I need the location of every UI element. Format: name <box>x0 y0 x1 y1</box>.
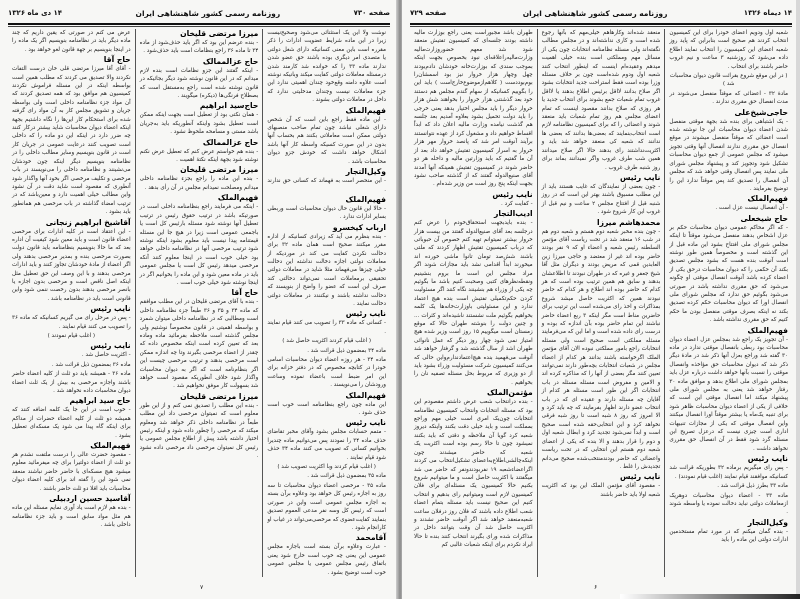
speaker-name: میرزا مرتضی قلیخان <box>180 165 259 175</box>
header-rule-thin <box>410 26 792 27</box>
column <box>263 29 390 577</box>
speaker-name: وکیل‌التجار <box>747 517 788 527</box>
scan-edge-shadow <box>620 594 800 599</box>
speaker-name: آقاسید حسین اردبیلی <box>49 494 131 504</box>
paragraph: - بنده بنظرم می آید که زیرادی کسانیکه از اداره مقرر میکنند صحیح است همان ماده ۳۲ برای دخالت نکردن کفایت می کند در موردیکه از معاملات دولتی اجازه دخالت نداشته این دخالت خیلی چیزها می‌فهماند مثلا شاید در معاملات دولتی تحقیقی برمعاملات است نمی‌تواند دخالتی کند صرف این است که عضو را واضح از بنویسند که دخالت نداشته باشند و نیکنندد در معاملات دولتی دخالت نمایند . <box>267 233 386 307</box>
speaker-name: نایب رئیس <box>90 341 131 351</box>
paragraph: ماده ۳۵ بمضمون ذیل قرائت شد . <box>307 473 386 480</box>
paragraph: - این منحصر است به فهماند که کسانی حق ندارند . <box>267 178 386 193</box>
header-rule-thin <box>8 26 390 27</box>
columns <box>410 29 792 577</box>
paragraph: این ماده چون راجع بنظامنامه است خوب است حذف شود . <box>267 401 386 417</box>
speaker-name: فهیم‌الملک <box>217 193 259 203</box>
speaker-name: فهیم‌الملک <box>90 441 131 451</box>
paragraph: منعقد شده‌اند وکارهاهم خیلی‌مهم که بآنها رجوع شده است و کاری نداشته‌اند و در مجلس مطالب نگفته‌اند ولی مسئله نظامنامه انتخابات چون یکی از مسائل مهم ومملکتی است بنده خیلی اهمیت میدهم وعقیده‌ام اینست که اینطور انتخاب کنند شعبه اول ودوم شده‌است چون بر خلاف مسئله وزرا بوده است فقط استراحت جدید انتخابات بشود اگر صلاح بدانند لااقل برئیس اطلاع بدهند یا لااقل غروب تمام شعبات جمع بشوند برای انتخاب جدید یا هر روزی که صلاح بدانند مقصود اینست که تمام اعضای مجلس هم روز تمام شعبات باید منعقد شوند و اعضائی را که برای کمیسیون نظامنامه لازم است انتخاب‌بنمایند که بعضی‌ها بدانند که بعضی ها ندانند که شعبه کی منعقد خواهد شد باید و اکثریت‌نداشتند رای بدهند حالا اگر صلاح میدانند همین شب طرف غروب واگر نمیدانند بماند برای روز شنبه طرف غروب . <box>541 30 661 171</box>
speaker-name: حاج‌سید ابراهیم <box>199 101 259 111</box>
paragraph: - چون بعضی از نمایندگان که غایب هستند باید از این مطلب مسبوق باشند بهتر این است که در روز شنبه قبل از افتتاح مجلس ۲ ساعت و نیم قبل از غروب این کار شروع شود . <box>541 183 661 216</box>
paragraph: - بنده این ماده را راجع بجزء نظامنامه داخلی میدانم ومصلحت نمیدانم مجلس در آن رأی بدهد . <box>139 176 259 191</box>
header-rule <box>8 23 390 25</box>
speaker-name: مؤتمن‌الملک <box>486 388 533 398</box>
paragraph: مادهٔ ۳۲ - اعضائی که موقتاً منفصل می‌شوند در مدت انفصال حق مقرری ندارند . <box>669 90 788 106</box>
paragraph: - آن تجویز یک راجع شد بمجلس عزل اعضاء دیوان محاسبات بود ربطی بانفصال موقتی ندارد در ماده ۳۰ گفته شد وراجع بعزل آنها ذکر شد در مادهٔ دیگر ذکر شد که دیوان محاسبات حق مؤاخذه وانفصال موقتی را نسبت بآنها خواهد داشت درباره عزل باید بمجلس شورای ملی اطلاع بدهد و موافق ماده ۳۰ رفتار خواهد شد یعنی به مجلس شورای ملی پیشنهاد میکند اما انفصال موقتی این است که خلافی از یکی از اعضاء دیوان محاسبات ظاهر شود برای تنبیه یک‌ماه یا بیشتر موقتاً اورا انفصال میکنند واین انفصال موقتی که یکی از مجازات تنبیهات اداری است چیزی نیست که درعزل تصریح این مسئله گرد شود فقط در آن انفصال حق مقرری نخواهد داشت . <box>669 336 788 452</box>
paragraph: - بنده بایدبجهت استحقاق‌خودم را عرض کنم درجلسه بعد آقای صنیع‌الدوله گفتند من بیست هزار خروار بیشتر نمیتوانم تهیه کنم خصوص آن حبوباتی که درباب کمیسیون تفتیش اظهار کردند که ملتی باشند شش‌صد تومان تانوا ماشی خورده‌ اند میخورند ابداً اقدامی نشد باید مجازات شوند اگر مراد مجلس این است ما بروم بنشینیم ونقطه‌نظرهای کتبی وصحبت کنیم باشد ما بگوئیم چه یکی از وزراء هم بنشینند نگاه کنند اگر مسئولیت کردن حکم‌تکمیلی تفتیش است بنده هیچ اعتماد ندارد و این مسئولیتی باوزارت‌خانه‌ها یک کلمه بخواهیم بگوئیم ملت نشستند ناشیده‌اند و کثرات ... و چنین دولت را بنوشته طهران حالا که موقع زمستان است میگوییم ۱۵ روز است وزیر شده هیچ امتیاز نمی شود چهار روز دیگر که عمل نانوائی طهران اشد از سال گذشته شد و گرفتار خواهد شد آنوقت می‌فهمید بنده هیچ‌اعتمادندارم‌واین حالی که می‌کنند کمیسیون شرکت مسئولیت وزراء بشود باید از دو وزیری که مربوط بحل مسئله تصفیه نان را بخواهیم . <box>413 220 533 386</box>
page-header <box>410 5 792 21</box>
speaker-name: نایب رئیس <box>620 172 661 182</box>
page-right <box>402 0 800 599</box>
paragraph: - اینکه می فرمایند راجع بنظامنامه داخلی است در صورتیکه باشد در ترتیب حقوق رئیس در ترتیب تعطیل آنها نوشته شود مسئله بارئیس کل است یا باجمعی عمومی است زیرا در هیچ جا این مسئله قیمتنامه پیدا نیست باید معلوم بشود اینکه نوشته شود ترتیب مرخصی آنها در نظامنامه داخلی خواهد بود خیلی خوب است در اینجا معلوم کنند آنکه مرخصی میدهد رئیس کل است یا مجلس عمومی باید در ماده معین شود و این ماده را بخوانیم اگر در اینجا نوشته شود خیلی خوب است . <box>139 204 259 286</box>
paragraph: - کسانی که ماده ۳۳ را تصویب می کنند قیام نمایند . <box>267 320 386 335</box>
speaker-name: آقاشیخ ابراهیم زنجانی <box>45 217 131 227</box>
paragraph: - بنده گمان میکنم که در مورد تمام مستخدمین ادارات دولتی این ماده را باید <box>669 528 788 544</box>
parenthetical-note: ( اغلب قیام نمودند ) <box>47 333 96 339</box>
paragraph: - همان نکتی بود از تعطیل است بجهت اینکه ممکن است تعطیل بشود واینکه آنطوریکه باید به‌جریان باشد مستی و مسامحه ملحوظ نشود . <box>139 112 259 136</box>
paragraph: - این ماده فقط راجع باین است که آن شخص دارای شغلی نباشد چون تمام صاحب منصبهای دولتی ممکن است معاملاتی بکنند هم بحساب آنها بدون در این صورت کسیکه واسطه کار آنها باشد اشکال خواهد داشت که خودش جزو دیوان محاسبات باشد . <box>267 116 386 165</box>
speaker-name: حاج شیخعلی <box>740 213 788 223</box>
header-rule <box>410 23 792 25</box>
paragraph: - بنده این مطلب را تصدیق نمی کنم و از این طور معلوم است که نمیتوان مرخصی داد این مطلب طبعاً در نظامنامه داخلی ذکر خواهد شد ومعلوم میکند که مرخصی را چطور داده شود و اینکه رئیس اختیار داشته باشد پیش از اطلاع مجلس عمومی یا رئیس کل نمیتوان مرخصی داد مرخصی داده نشود . <box>139 402 259 460</box>
page-label: صفحه ۷۲۹ <box>410 9 447 17</box>
speaker-name: میرزا مرتضی قلیخان <box>180 29 259 38</box>
paragraph: - بنده عرضم این بود که اگر باید حذف‌شود از ماده ۳۴ تا ماده ۳۶ راجع بنظامات است باید حذف‌شود . <box>139 40 259 55</box>
speaker-name: حاج عزالممالک <box>202 56 259 66</box>
parenthetical-note: ( اغلب قیام کردند وبا اکثریت تصویب شد ) <box>277 464 376 471</box>
paragraph: ماده ۳۳ بطرز ذیل قرائت شد . <box>717 483 788 490</box>
speaker-name: ادیب‌التجار <box>494 209 533 219</box>
speaker-name: فهیم‌الملک <box>747 325 788 335</box>
issue-date: ۱۴ دی ماه ۱۳۲۶ <box>8 9 63 17</box>
speaker-name: آقامحمد <box>355 533 386 543</box>
speaker-name: نایب رئیس <box>620 472 661 482</box>
paragraph: - حالا این قانون حال دیوان محاسبات است وربطی بسایر ادارات ندارد . <box>267 205 386 221</box>
speaker-name: فهیم‌الملک <box>345 194 386 204</box>
paragraph: - خوب است در این جا یک کلمه اضافه کنند که همیشه دو ثلث از کلیه اعضاء حضرات از مداکم برای اینکه گاه پیدا می شود یک مسکه‌ای تعطیل بشود . <box>11 407 131 439</box>
paragraph: - مقصود حضرت عالی را درست ملتفت نشدم هر دو ثلث از اعضاء دولتیرا برای چه میفرمائید معلوم میشود هیچ مسکه‌ای با حاضر حاضر نباشند منعقد نمی شود این را گفته اند برای کلیه اعضاء دیوان محاسبات باید اقلا دو ثلث حاضر باشند . <box>11 452 131 492</box>
speaker-name: میرزا مرتضی قلیخان <box>180 391 259 401</box>
paragraph: - بنده هم خواستم عرض کنم که تعطیل عرض نکنم نوشته شود بجهة اینکه نکتهٔ اهمیت . <box>139 148 259 164</box>
column <box>410 29 538 577</box>
paragraph: - بنده درانتخاب شعب عرض داشتم مقصودم این بود که مسئله انتخابات وانتخاب کمیسیون نظامنامه انتخابات چون‌یک امری است خیلی مهم وراجع بمملکت است و باید خیلی دقت بکنند واینکه دیروز شعبه‌ کرد گویا آن ملاحظه و دقتی که باید بکنند نمیشود چون تا حالا رسم بوده است اکثریت یک شعبه که حاضر میشدند چون اینکه‌چالشی‌اطلاع‌به‌اعضای تشکیل‌انتخاب می کردند اگراعضاء‌شعبه ۱۹ نفربودند‌ونفر که حاضر می شد میگفتند با اکثریت حاصل است و ما میتوانیم شروع بکنیم حالا کمیسیون یک مسئله‌ای برای فلان کمیسیون لازم است ومیتوانیم رای بدهیم و انتخاب کنیم این صحیح نیست باید مسئله بتمام اعضاء شعب اطلاع داده باشند که فلان روز درفلان ساعت شعبه‌منعقد خواهد شد اگر آنوقت حاضر نشدند و اکثریت حاصل شد آن وقت بتوانند داخل در مذاکرات شده ورای بگیرند انتخاب کنند بنده تا حالا ایراد نکردم برای اینکه شعبات غالبی کم <box>413 399 533 549</box>
page-number: ۶ <box>594 584 598 591</box>
page-number: ۷ <box>200 584 204 591</box>
paragraph: - اینکه گفتند این جزو نظامات است بنده لازم میدانم که در این قانون نوشته شود دیگر بجائیکه در قانون نوشته شده است راجع به‌مستقل است که بصطلاح فرنگی‌ها (دیکره) میگویند . <box>139 67 259 100</box>
speaker-name: فهیم‌الملک <box>345 105 386 115</box>
speaker-name: حاج آقا <box>231 288 259 298</box>
paragraph: - آقای آقا میرزا مرتضی قلی خان درست التفات نکردند والا تصدیق می کردند که مطلب همین است بواسطه اینکه در این مسئله فراموش نکردند کمیسیون هم موافق بود که همه تصدیق کردند که آن مواد جزء نظامنامه داخلی است ولی بواسطه جریان و تشویق مجلس کار به آن مواد رای گرفته شده برای استحکام کار این‌ها را نگاه داشتیم بجهة اینکه اعضاء دیوان محاسبات شاید بیشتر درکار کنند چه ضرر دارد در اینکه این دو ماده را که داخلی است تصویب کنند درعایت عمومی در جریان کار است در قانون بنویسیم وسایر مطالب داخلی را در نظامنامه بنویسیم دیگر اینکه چون خودشان می‌نشینند و نظامنامه داخلی را می‌نویسند در باب مرخصی و تکلیف مرخصی اگر بخود آنها واگذار شود آنطوری که مقصود است شاید دقت در آن نشود واین مطالب خیلی اهمیت دارد و معین‌باشد که در ترتیب امضاء گذاشته در باب مرخصی هم همانطور باید بشود . <box>11 66 131 216</box>
paragraph: ماده ۳۴ بمضمون ذیل قرائت شد . <box>307 347 386 354</box>
paragraph: - مقصود آقای مؤتمن الملک این بود که اکثریت شعبه اولا باید حاضر باشند <box>541 483 661 498</box>
parenthetical-note: ( اغلب قیام کردند اکثریت حاصل شد ) <box>282 338 372 345</box>
speaker-name: محمدهاشم میرزا <box>596 217 661 227</box>
speaker-name: نایب رئیس <box>747 454 788 464</box>
column <box>136 29 264 577</box>
issue-date: ۱۴ دیماه ۱۳۲۶ <box>743 9 792 17</box>
speaker-name: نایب رئیس <box>90 304 131 314</box>
page-left <box>0 0 398 599</box>
speaker-name: حاج عزالممالک <box>202 137 259 147</box>
paragraph: - عبارت وعلاوه برآن بسته است باجازه مجلس عمومی این یعنی چه خوب است خارج شود یعنی باتفاق رئیس مجلس عمومی یا مجلس عمومی خوب است توضیح بشود . <box>267 544 386 576</box>
paragraph: - که اگر محاکم عمومی دیوان محاسبات حکم بر عزل اشخاص بدهند منفصل می‌شود موقتاً تا اینکه مجلس شورای ملی افتتاح بشود این ماده قبل از این گذشته است و مخصوصاً همین طور نوشته است آنوقت بنده هست که بشود مجلس تصدیق بکند آن حکمی را که دیوان محاسبات درحق یکی از اعضاء کرده باشد آنوقت انفصال موقتی او چگونه می‌شود که حق مقرری نداشته باشد در صورتی می‌شود بگوئیم حق ندارد که مجلس شورای ملی انفصال اورا که دیوان محاسبات حکم کرده تصدیق بکند نه اینکه بصرف موقتی منفصل بودن ما حکم کنیم که حق مقرری نداشته باشد . <box>669 224 788 324</box>
paragraph: - بنده با آقای مرتضی قلیخان در این مطلب موافقم که ماده ۳۴ و ۳۵ و ۳۶ طبعاً جزء نظامنامه داخلی است ومطالبی که در نظامنامه داخلی میتوان شمرد و بواسطه اهمیتی در قانون مخصوصاً نوشتیم ولی مجلس گذشته است ملاحظه بفرمائید ماده وماده بعد که تعیین کرده است اینکه مخصوص داده که چقدر از اعضاء مرخصی بگیرند وتا چه اندازه ممکن است مرخصی بدهند و ترتیب مرخصی چیست این اگر بنظام‌نامه است که اگر به دیوان محاسبات واگذار شود خلاف آنطوریکه مقصود است خواهد شد بسهولت کار موفق نخواهیم شد . <box>139 299 259 390</box>
paragraph: شعبه اول ودویم اعضای خودرا برای این کمیسیون انتخاب کردند‌ هم صحیح است بنابراین که پاید روز شعبه اعضای این کمیسیون را انتخاب نمایند اطلاع داده می‌شود که روزشنبه ۳ ساعت و نیم غروب حاضر باشند برای انتخاب . <box>669 30 788 70</box>
speaker-name: حاج آقا <box>103 55 131 65</box>
paragraph: عرض می کنم در صورتی که یقین داریم که چند ماده دیگر باید در نظامنامه بنویسیم اگر یک ماده را در اینجا بنویسیم بر جهة قانون لغو خواهد بود . <box>11 30 131 53</box>
paragraph: - بنده هم لازم است یاد آوری نمایم مسئله این ماده هم مثل مواد سابق است و باید جزء نظامنامه داخلی باشد . <box>11 505 131 528</box>
parenthetical-note: ( در این موقع شروع بقرائت قانون دیوان محاسبات شد ) <box>669 73 788 88</box>
paragraph: ماده ۳۶ - همیشه باید دو ثلث از کلیه اعضاء حاضر باشند واجازه مرخصی به بیش از یک ثلث اعضاء دیوان محاسبات داده نخواهد شد . <box>11 371 131 395</box>
page-label: صفحه ۷۳۰ <box>353 9 390 17</box>
columns <box>8 29 390 577</box>
paragraph: ماده ۳۳ - اعضاء دیوان محاسبات دوهریک ازمعاملات دولتی نباید دخالت نموده یا واسطه شوند . <box>669 492 788 516</box>
paragraph: طهران باشد مجبوراست یعنی راجع بوزارت مالیه داشته بودند جلسه‌ای که کمیسیون تفتیش منعقد شود شد معهم حضوروزارت‌مالیه وزارت‌مالیه‌را‌علاقه‌ای نبود بخصوص بجهت اینکه بموجب سندی که بوزارت‌خانه خودشان دادم‌بودند چهل وچهار هزار خروار نیز بود اسمشان‌را بوم‌بود‌دست ( کلاهم‌ازموضوع‌خارج‌است ) باید این را بگوییم کسانیکه از سهام گندم مجلس هم‌ دستند خود بعد گذشتنی هزار خروار را بخواهند شش هزار خروار دیگر را باید مجلس اختیار بدهد یعنی خرجی را باید دولت تحمیل بشود بعلاوه آمدیم بعد جلسه هم گذشت نیامده وزارت مالیه اعلان داد که ابداً اقساط خواهیم داد و مشغول کرد از عهده نتوانستند برآیند آنوقت امر شد که پانصد خروار مهر هزار خروار به اسرار کمیسیون تفتیش خواهد داد بعد از آن ما گفتیم که باید وزارتین مالیه و داخله هر دو حاضر شوند در کمیسیون تفتیش همینکه آنها آمدند آقای صنیع‌الدوله گفتند که از گذشته صاحب نشود بجهت اینکه پنج روز است من وزیر شده‌ام . <box>413 30 533 188</box>
speaker-name: فهیم‌الملک <box>747 194 788 204</box>
paragraph: - چون بنده مخبر شعبه دوم هستم و شعبه دوم هم در شب ۱۶ منعقد شد در تحت ریاست آقای مؤتمن السلطنه رئیس شعبه و اعضاء او که ۹ نفر بودند حاضر بوده اند غیر از معتضد و حاجی میرزا زین العابدین قمی که مریض بودند و دیگران مثل آقا شیخ جعفر و غیره که در طهران نبودند تا اطلاعشان بدهند و سابق هم همین ترتیب بوده است که هر کدام که حاضر بوده اند اطلاع و هر کدام که حاضر نبودند همین که اکثریت حاصل میشد شروع بمذاکرات و اخذ رای می‌شده است این ترتیب برای حاضرین مناط است مگر اینکه ۳ ربع اعضاء حاضر نباشند این تمام حاضر بوده بآن اندازه که بوده و درست رای داده شده است و اما این که می‌فرمایند مسئله مملکتی است صحیح است ولی مسئله انتخابات راجع بامور مملکتی نبوده الان آقای مؤتمن الملک اگرخواسته باشند بدانند هر کدام از اعضاء مجلس در شعبات انتخابات بچه‌طور دارند نمی‌توانند تعیین کنند مگر بعضی از آنها را که مذاکره کرده اند و الامین و مفروض است مسئله مسئله در باب انتخابات اگر این طور است مسئله هر کدام از آقایان چه مسئله دارند و عقیده ای که در باب انتخاب عضو دارند اظهار بفرمایند که چه باید کرد و الا امروز که روز ۸ شبه است تا روز شبه فرقی نخواهد کرد و این انتخابی‌حقه شده است صحیح است و ابداً نمی‌شود تجدید کرد و ابطال شعبه اول و دوم را قرار بدهند و الا بنده که یکی از اعضای شعبه دوم هستم این انتخابی که در تحت ریاست واعضائی که حاضر بودند‌منتخب‌شده صحیح می‌دانم تجدیدش را غلط . <box>541 228 661 470</box>
paragraph: - این اعتقاد است در کلیه ادارات برای مرخصی اعضاء قانون است و باید معین شود کیفیت آن اداره بعد که ما حالا بنویسیم بنظامنامه باید قانون دولت بصورت مرخصی بنده و بمدیر مرخصی بدهند ولی اگر اعضاء از مادهٔ خودشان تجاوز کنند و باید ادارات مرخصی بدهند و با این وصف این حق تعطیل مثل اینکه اصل ناقص است و مرخصی بدون اجازه یا بانصر مرخصی بدهند بدون رخصت ننمی شود واین قانونی است باید در نظامنامه باشد . <box>11 228 131 302</box>
speaker-name: فهیم‌الملک <box>345 390 386 400</box>
paragraph: ماده ۳۶ بمضمون ذیل قرائت شد . <box>51 361 131 368</box>
paragraph: - پس در مرحل رای می گیریم کسانیکه که ماده ۳۶ را تصویب می کنند قیام نمایند . <box>11 315 131 330</box>
paragraph: - متمم حسابات مجلس بشود وآقای مخبر تقاضای حذف ماده ۳۴ را نمودند پس می‌توانیم ماده چندیرا بخوانیم کسانی که تصویب می کنند ماده ۳۴ حذف شود قیام نمایند . <box>267 429 387 461</box>
paragraph: - اکثریت حاصل شد . <box>81 352 131 359</box>
speaker-name: وکیل‌التجار <box>345 167 386 177</box>
page-header <box>8 5 390 21</box>
page-edge <box>796 0 800 599</box>
paragraph: - یک اشتباهی برای بنده شد بجهة موقتی منفصل شدن اعضاء دیوان محاسبات این جا نوشته شده است اعضائی که موقتاً منفصل میشوند در موقع انفصال حق مقرری ندارند انفصال آنها وقتی تجویز میشود که مجلس عمومی از جمع دیوان محاسبات تشکیل شود وتجویز کند و پیشنهاد مجلس شورای ملی نمایند پس انفصال وقتی خواهد شد که مجلس آن انفصال را تصدیق کند پس موقتاً ندارد این را توضیح بفرمایند . <box>669 118 788 192</box>
speaker-name: حاج سید ابراهیم <box>69 396 131 406</box>
column <box>8 29 136 577</box>
speaker-name: نایب رئیس <box>345 309 386 319</box>
newspaper-title: روزنامه رسمی کشور شاهنشاهی ایران <box>135 8 281 18</box>
speaker-name: ارباب کیخسرو <box>332 222 386 232</box>
paragraph: - آن انفصال نیست عزل است . <box>715 205 788 212</box>
newspaper-title: روزنامه رسمی کشور شاهنشاهی ایران <box>522 8 668 18</box>
paragraph: - پس رای میگیریم برماده ۳۲ بطوریکه قرائت شد کسانیکه موافقند قیام نمایند (اغلب قیام نمودند) . <box>669 465 788 480</box>
speaker-name: حاجی‌شیخ‌علی <box>734 107 788 117</box>
paragraph: ماده ۳۴ - هر روزه اعضاء دیوان محاسبات اسامی خودرا در کتابچه مخصوص که در دفتر خزانه برای این امر ضبط است باعضاء نموده وساعت ورودشان را می‌نویسند . <box>267 357 386 389</box>
speaker-name: نایب رئیس <box>345 418 386 428</box>
speaker-name: نایب رئیس <box>492 189 533 199</box>
paragraph: ماده ۳۵ - مرخصی اعضاء دیوان محاسبات تا سه روز به اجازه رئیس کل خواهد بود وعلاوه برآن بسته به اجازه مجلس عمومی است واین در صورتی است که رئیس کل وسه نفر مدعی العموم تصدیق بنمایند کفایت‌عضوی که مرخصی‌می‌تواند در غیاب او کارانجام شود . <box>267 482 386 531</box>
column <box>665 29 792 577</box>
paragraph: نوشت ولا این یک استثنائی می‌شود وصحیح‌نیست زیرا در این ماده شرایط عضویت ادارات را ذکر مقرره است باین معنی کسانیکه دارای شغل دولتی یا متصدی امر دیگری بوده باشند حق عضو شدن ندارند ماده ۳۳ را که خوانده شد کارمند شدن درمسئله معاملات دولتی کفایت میکند وبانیکه نوشته است علاوه دامنه وقع‌خود چندان اهمیتی ندارد این جزء معاملات نیست وچندان مدخلیتی ندارد که داخل در معاملات دولتی بشوند . <box>267 30 386 104</box>
paragraph: - کفایت کرد . <box>501 200 533 207</box>
column <box>538 29 666 577</box>
